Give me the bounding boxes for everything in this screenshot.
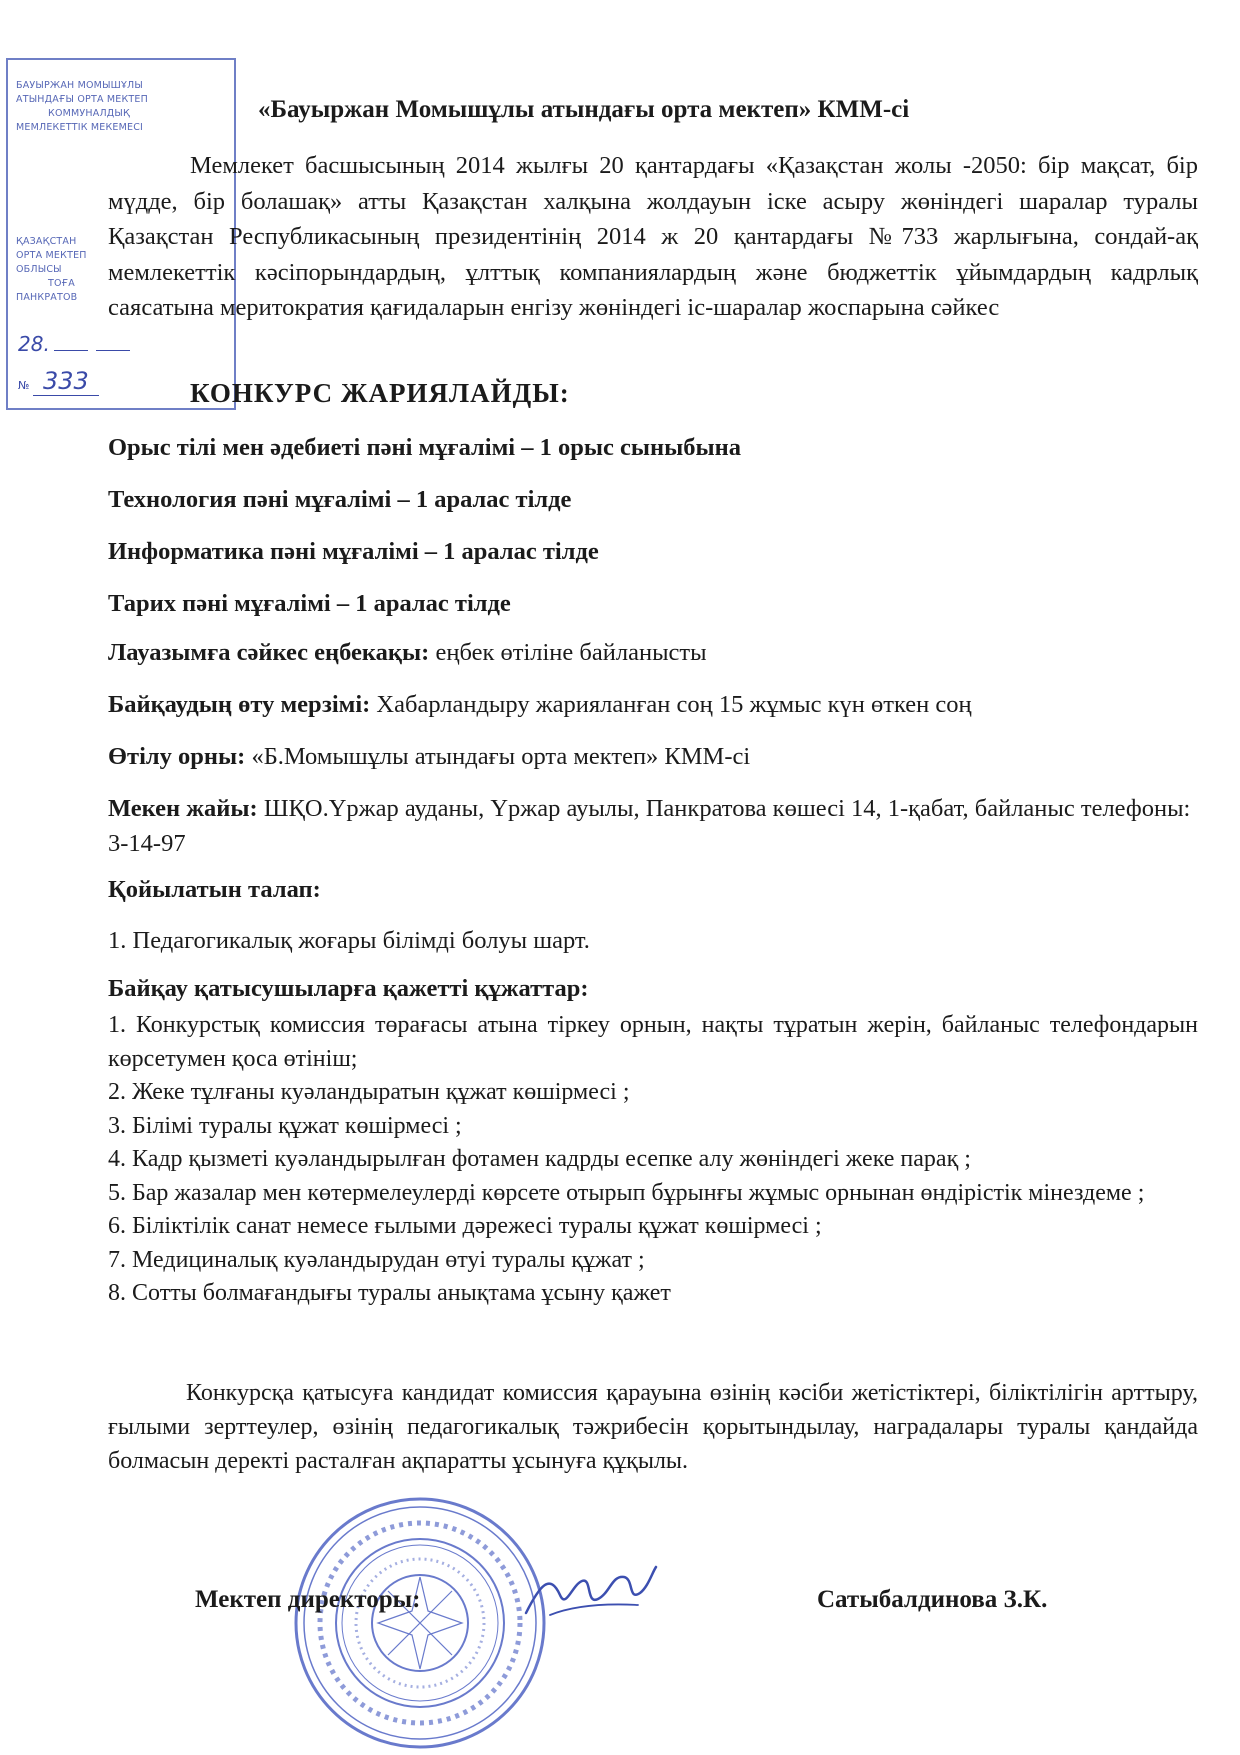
announcement-heading: КОНКУРС ЖАРИЯЛАЙДЫ: bbox=[190, 378, 570, 408]
stamp-number bbox=[18, 367, 99, 395]
stamp-date bbox=[18, 332, 134, 356]
signature-icon bbox=[520, 1555, 660, 1635]
period-label: Байқаудың өту мерзімі: bbox=[108, 691, 371, 718]
requirement-item: 1. Педагогикалық жоғары білімді болуы шарт. bbox=[108, 927, 590, 954]
documents-list bbox=[108, 1009, 1198, 1311]
address-line bbox=[108, 791, 1198, 861]
stamp-line: БАУЫРЖАН МОМЫШҰЛЫ bbox=[16, 80, 143, 91]
requirement-title: Қойылатын талап: bbox=[108, 876, 321, 903]
stamp-line: ОБЛЫСЫ bbox=[16, 264, 62, 275]
intro-paragraph: Мемлекет басшысының 2014 жылғы 20 қантардағы «Қазақстан жолы -2050: бір мақсат, бір мүдде, бір болашақ» атты Қазақстан халқына жолдауын іске асыру жөніндегі шаралар туралы Қазақстан Республикасының президентінің 2014 ж 20 қантардағы №733 жарлығына, сондай-ақ мемлекеттік кәсіпорындардың, ұлттық компаниялардың және бюджеттік ұйымдардың кадрлық саясатына меритократия қағидаларын енгізу жөніндегі іс-шаралар жоспарына сәйкес bbox=[108, 152, 1198, 321]
document-item: 4. Кадр қызметі куәландырылған фотамен кадрды есепке алу жөніндегі жеке парақ ; bbox=[108, 1146, 971, 1172]
stamp-line: АТЫНДАҒЫ ОРТА МЕКТЕП bbox=[16, 94, 148, 105]
place-value: «Б.Момышұлы атындағы орта мектеп» КММ-сі bbox=[245, 743, 751, 770]
stamp-number-value: 333 bbox=[33, 367, 99, 396]
document-item: 6. Біліктілік санат немесе ғылыми дәрежесі туралы құжат көшірмесі ; bbox=[108, 1213, 822, 1239]
stamp-line: МЕМЛЕКЕТТІК МЕКЕМЕСІ bbox=[16, 122, 144, 133]
period-line bbox=[108, 687, 1198, 722]
document-item: 1. Конкурстық комиссия төрағасы атына тіркеу орнын, нақты тұратын жерін, байланыс телефондарын көрсетумен қоса өтініш; bbox=[108, 1012, 1198, 1072]
director-position: Мектеп директоры: bbox=[195, 1586, 421, 1613]
stamp-date-value: 28. bbox=[18, 332, 50, 356]
document-item: 2. Жеке тұлғаны куәландыратын құжат көшірмесі ; bbox=[108, 1079, 630, 1105]
address-value: ШҚО.Үржар ауданы, Үржар ауылы, Панкратова көшесі 14, 1-қабат, байланыс телефоны: 3-14-97 bbox=[108, 795, 1191, 857]
document-item: 7. Медициналық куәландырудан өтуі туралы құжат ; bbox=[108, 1246, 645, 1273]
salary-value: еңбек өтіліне байланысты bbox=[429, 639, 707, 666]
closing-paragraph: Конкурсқа қатысуға кандидат комиссия қарауына өзінің кәсіби жетістіктері, біліктілігін арттыру, ғылыми зерттеулер, өзінің педагогикалық тәжрибесін қорытындылау, наградалары туралы қандайда болмасын деректі расталған ақпаратты ұсынуға құқылы. bbox=[108, 1380, 1198, 1474]
document-item: 5. Бар жазалар мен көтермелеулерді көрсете отырып бұрынғы жұмыс орнынан өндірістік мінездеме ; bbox=[108, 1179, 1145, 1206]
official-seal-icon bbox=[292, 1495, 548, 1751]
vacancy-item: Информатика пәні мұғалімі – 1 аралас тілде bbox=[108, 538, 599, 565]
stamp-line: ҚАЗАҚСТАН bbox=[16, 236, 77, 247]
period-value: Хабарландыру жарияланған соң 15 жұмыс күн өткен соң bbox=[370, 691, 972, 718]
place-label: Өтілу орны: bbox=[108, 743, 246, 770]
stamp-line: ПАНКРАТОВ bbox=[16, 292, 78, 303]
stamp-line: ОРТА МЕКТЕП bbox=[16, 250, 87, 261]
director-name: Сатыбалдинова З.К. bbox=[817, 1586, 1048, 1613]
vacancy-item: Тарих пәні мұғалімі – 1 аралас тілде bbox=[108, 590, 511, 617]
address-label: Мекен жайы: bbox=[108, 795, 258, 822]
vacancy-item: Технология пәні мұғалімі – 1 аралас тілде bbox=[108, 486, 572, 513]
vacancy-item: Орыс тілі мен әдебиеті пәні мұғалімі – 1 орыс сыныбына bbox=[108, 434, 741, 461]
salary-line bbox=[108, 635, 1198, 670]
documents-title: Байқау қатысушыларға қажетті құжаттар: bbox=[108, 975, 589, 1002]
stamp-number-prefix: № bbox=[18, 379, 30, 392]
document-title: «Бауыржан Момышұлы атындағы орта мектеп» КММ-сі bbox=[258, 96, 910, 123]
place-line bbox=[108, 739, 1198, 774]
salary-label: Лауазымға сәйкес еңбекақы: bbox=[108, 639, 430, 666]
stamp-line: КОММУНАЛДЫҚ bbox=[48, 108, 130, 119]
document-item: 8. Сотты болмағандығы туралы анықтама ұсыну қажет bbox=[108, 1280, 671, 1306]
stamp-line: ТОҒА bbox=[48, 278, 75, 289]
document-item: 3. Білімі туралы құжат көшірмесі ; bbox=[108, 1112, 462, 1139]
